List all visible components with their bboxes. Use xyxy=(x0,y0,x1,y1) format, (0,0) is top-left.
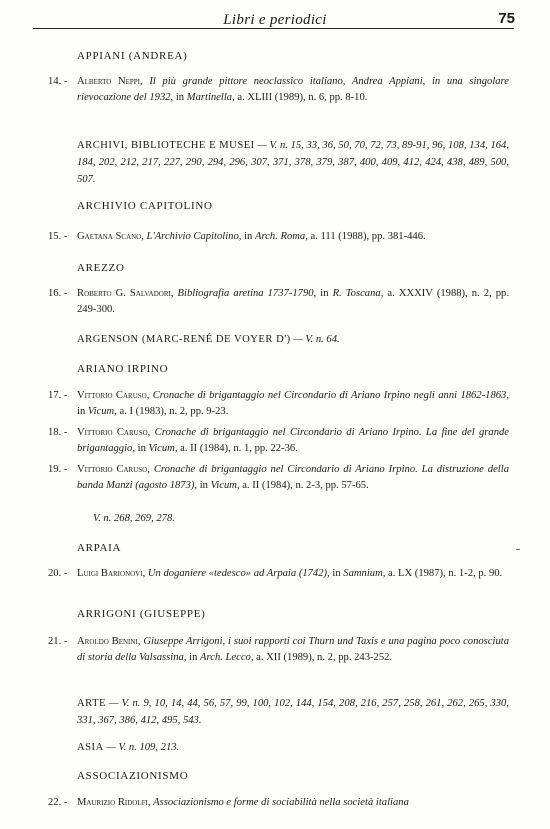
crossref-see: — V. n. 64. xyxy=(293,334,340,345)
entry-text xyxy=(77,286,509,318)
entry-author: Luigi Barionovi, xyxy=(77,568,146,579)
entry-author: Maurizio Ridolfi, xyxy=(77,797,151,808)
entry-details: a. LX (1987), n. 1-2, p. 90. xyxy=(388,568,503,579)
entry-in: in xyxy=(199,480,208,491)
entry-author: Vittorio Caruso, xyxy=(77,390,150,401)
section-archivio-capitolino: ARCHIVIO CAPITOLINO xyxy=(77,200,213,212)
entry-details: a. II (1984), n. 2-3, pp. 57-65. xyxy=(242,480,369,491)
entry-number: 19. - xyxy=(48,464,68,475)
entry-18 xyxy=(0,425,550,457)
crossref-argenson xyxy=(77,331,509,348)
header-rule xyxy=(33,28,514,29)
section-arrigoni: ARRIGONI (GIUSEPPE) xyxy=(77,608,206,620)
entry-text xyxy=(77,74,509,106)
entry-15 xyxy=(0,229,550,245)
crossref-asia xyxy=(77,739,509,756)
entry-details: a. XII (1989), n. 2, pp. 243-252. xyxy=(256,652,393,663)
crossref-label: ARGENSON (MARC-RENÉ DE VOYER D') xyxy=(77,334,291,345)
entry-14 xyxy=(0,74,550,106)
section-ariano-irpino: ARIANO IRPINO xyxy=(77,363,169,375)
entry-19-see-also: V. n. 268, 269, 278. xyxy=(93,513,175,524)
entry-details: a. II (1984), n. 1, pp. 22-36. xyxy=(180,443,298,454)
entry-author: Vittorio Caruso, xyxy=(77,464,150,475)
crossref-see: — V. n. 9, 10, 14, 44, 56, 57, 99, 100, 102, 144, 154, 208, 216, 257, 258, 261, 262, 265, 330, 331, 367, 386, 412, 495, 543. xyxy=(77,698,509,726)
entry-title: Bibliografia aretina 1737-1790, xyxy=(177,288,317,299)
entry-author: Roberto G. Salvadori, xyxy=(77,288,174,299)
section-arezzo: AREZZO xyxy=(77,262,125,274)
entry-author: Alberto Neppi, xyxy=(77,76,143,87)
entry-in: in xyxy=(137,443,146,454)
entry-in: in xyxy=(189,652,198,663)
entry-title: Cronache di brigantaggio nel Circondario di Ariano Irpino. La distruzione della banda Manzi (agosto 1873), xyxy=(77,464,509,491)
entry-text xyxy=(77,462,509,494)
entry-author: Aroldo Benini, xyxy=(77,636,141,647)
entry-journal: R. Toscana, xyxy=(332,288,384,299)
crossref-see: — V. n. 109, 213. xyxy=(106,742,180,753)
entry-text xyxy=(77,795,509,811)
entry-title: Cronache di brigantaggio nel Circondario di Ariano Irpino. La fine del grande brigantaggio, xyxy=(77,427,509,454)
section-arpaia: ARPAIA xyxy=(77,542,122,554)
margin-mark xyxy=(516,549,520,550)
entry-text xyxy=(77,566,509,582)
running-title: Libri e periodici xyxy=(223,12,327,28)
entry-title: Giuseppe Arrigoni, i suoi rapporti coi Thurn und Taxis e una pagina poco conosciuta di storia della Valsassina, xyxy=(77,636,509,663)
section-associazionismo: ASSOCIAZIONISMO xyxy=(77,770,189,782)
entry-number: 21. - xyxy=(48,636,68,647)
entry-number: 15. - xyxy=(48,231,68,242)
entry-number: 16. - xyxy=(48,288,68,299)
entry-in: in xyxy=(175,92,185,103)
entry-17 xyxy=(0,388,550,420)
entry-journal: Arch. Roma, xyxy=(254,231,308,242)
entry-author: Vittorio Caruso, xyxy=(77,427,151,438)
entry-22 xyxy=(0,795,550,811)
entry-title: L'Archivio Capitolino, xyxy=(146,231,242,242)
entry-20 xyxy=(0,566,550,582)
entry-journal: Vicum, xyxy=(148,443,178,454)
entry-in: in xyxy=(332,568,341,579)
crossref-label: ARTE xyxy=(77,698,107,709)
crossref-see: — V. n. 15, 33, 36, 50, 70, 72, 73, 89-91, 96, 108, 134, 164, 184, 202, 212, 217, 227, 290, 294, 296, 307, 371, 378, 379, 387, 400, 409, 412, 424, 438, 489, 500, 507. xyxy=(77,140,509,185)
entry-text xyxy=(77,425,509,457)
entry-details: a. XLIII (1989), n. 6, pp. 8-10. xyxy=(237,92,368,103)
entry-journal: Samnium, xyxy=(343,568,386,579)
entry-text xyxy=(77,388,509,420)
entry-journal: Vicum, xyxy=(87,406,117,417)
entry-19 xyxy=(0,462,550,494)
crossref-label: ASIA xyxy=(77,742,104,753)
entry-number: 18. - xyxy=(48,427,68,438)
entry-title: Associazionismo e forme di sociabilità nella società italiana xyxy=(153,797,409,808)
entry-number: 14. - xyxy=(48,76,68,87)
crossref-arte xyxy=(77,695,509,729)
entry-in: in xyxy=(244,231,253,242)
entry-16 xyxy=(0,286,550,318)
crossref-archivi xyxy=(77,137,509,188)
entry-21 xyxy=(0,634,550,666)
entry-author: Gaetana Scano, xyxy=(77,231,144,242)
entry-text xyxy=(77,229,509,245)
entry-details: a. I (1983), n. 2, pp. 9-23. xyxy=(119,406,229,417)
entry-number: 17. - xyxy=(48,390,68,401)
section-appiani: APPIANI (ANDREA) xyxy=(77,50,188,62)
entry-title: Un doganiere «tedesco» ad Arpaia (1742), xyxy=(147,568,330,579)
entry-title: Cronache di brigantaggio nel Circondario di Ariano Irpino negli anni 1862-1863, xyxy=(152,390,509,401)
entry-details: a. XXXIV (1988), n. 2, pp. 249-300. xyxy=(77,288,510,315)
entry-details: a. 111 (1988), pp. 381-446. xyxy=(310,231,426,242)
entry-journal: Arch. Lecco, xyxy=(200,652,254,663)
crossref-label: ARCHIVI, BIBLIOTECHE E MUSEI xyxy=(77,140,255,151)
entry-in: in xyxy=(320,288,329,299)
entry-text xyxy=(77,634,509,666)
page-number: 75 xyxy=(498,10,515,27)
entry-journal: Martinella, xyxy=(186,92,235,103)
entry-number: 22. - xyxy=(48,797,68,808)
entry-number: 20. - xyxy=(48,568,68,579)
entry-title: Il più grande pittore neoclassico italiano, Andrea Appiani, in una singolare rievocazione del 1932, xyxy=(77,76,509,103)
entry-in: in xyxy=(77,406,86,417)
entry-journal: Vicum, xyxy=(210,480,240,491)
